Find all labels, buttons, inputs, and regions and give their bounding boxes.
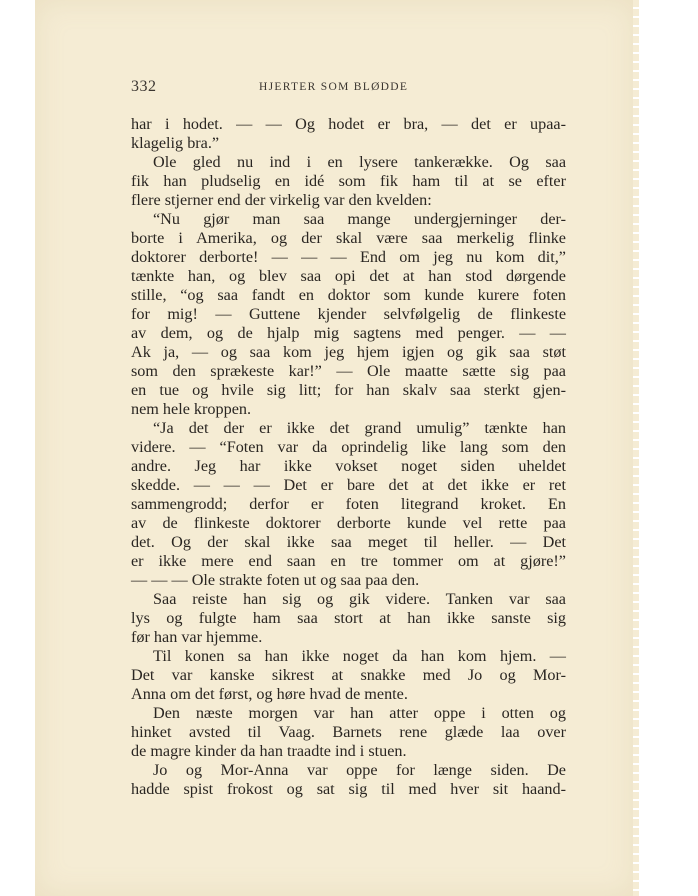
text-line: tænkte han, og blev saa opi det at han stod dørgende: [131, 267, 566, 285]
text-line: — — — Ole strakte foten ut og saa paa den.: [131, 571, 420, 589]
text-line: Saa reiste han sig og gik videre. Tanken var saa: [153, 590, 566, 608]
book-page: [35, 0, 635, 896]
text-line: for mig! — Guttene kjender selvfølgelig de flinkeste: [131, 305, 566, 323]
text-line: har i hodet. — — Og hodet er bra, — det er upaa-: [131, 115, 566, 133]
text-line: av de flinkeste doktorer derborte kunde vel rette paa: [131, 514, 566, 532]
text-line: er ikke mere end saan en tre tommer om at gjøre!”: [131, 552, 566, 570]
text-line: før han var hjemme.: [131, 628, 263, 646]
text-line: det. Og der skal ikke saa meget til heller. — Det: [131, 533, 566, 551]
text-line: fik han pludselig en idé som fik ham til at se efter: [131, 172, 566, 190]
text-line: borte i Amerika, og der skal være saa merkelig flinke: [131, 229, 566, 247]
text-line: hinket avsted til Vaag. Barnets rene glæde laa over: [131, 723, 566, 741]
text-line: en tue og hvile sig litt; for han skalv saa sterkt gjen-: [131, 381, 566, 399]
text-line: klagelig bra.”: [131, 134, 220, 152]
page-number: 332: [131, 78, 157, 95]
text-line: Den næste morgen var han atter oppe i otten og: [153, 704, 566, 722]
text-line: andre. Jeg har ikke vokset noget siden uheldet: [131, 457, 566, 475]
text-line: flere stjerner end der virkelig var den kvelden:: [131, 191, 432, 209]
running-title: HJERTER SOM BLØDDE: [259, 81, 409, 93]
text-line: nem hele kroppen.: [131, 400, 252, 418]
text-line: Anna om det først, og høre hvad de mente.: [131, 685, 408, 703]
text-line: doktorer derborte! — — — End om jeg nu kom dit,”: [131, 248, 566, 266]
text-line: Ak ja, — og saa kom jeg hjem igjen og gik saa støt: [131, 343, 566, 361]
text-line: lys og fulgte ham saa stort at han ikke sanste sig: [131, 609, 566, 627]
text-line: stille, “og saa fandt en doktor som kunde kurere foten: [131, 286, 566, 304]
body-text: [131, 115, 566, 799]
text-line: av dem, og de hjalp mig sagtens med penger. — —: [131, 324, 566, 342]
text-line: Ole gled nu ind i en lysere tankerække. Og saa: [153, 153, 566, 171]
text-line: Til konen sa han ikke noget da han kom hjem. —: [153, 647, 566, 665]
text-line: skedde. — — — Det er bare det at det ikke er ret: [131, 476, 566, 494]
text-line: hadde spist frokost og sat sig til med hver sit haand-: [131, 780, 566, 798]
page-header: [131, 78, 571, 100]
text-line: sammengrodd; derfor er foten litegrand kroket. En: [131, 495, 566, 513]
text-line: “Ja det der er ikke det grand umulig” tænkte han: [153, 419, 566, 437]
text-line: “Nu gjør man saa mange undergjerninger der-: [153, 210, 566, 228]
text-line: som den sprækeste kar!” — Ole maatte sætte sig paa: [131, 362, 566, 380]
text-line: Jo og Mor-Anna var oppe for længe siden. De: [153, 761, 566, 779]
text-line: videre. — “Foten var da oprindelig like lang som den: [131, 438, 566, 456]
text-line: Det var kanske sikrest at snakke med Jo og Mor-: [131, 666, 566, 684]
text-line: de magre kinder da han traadte ind i stuen.: [131, 742, 407, 760]
